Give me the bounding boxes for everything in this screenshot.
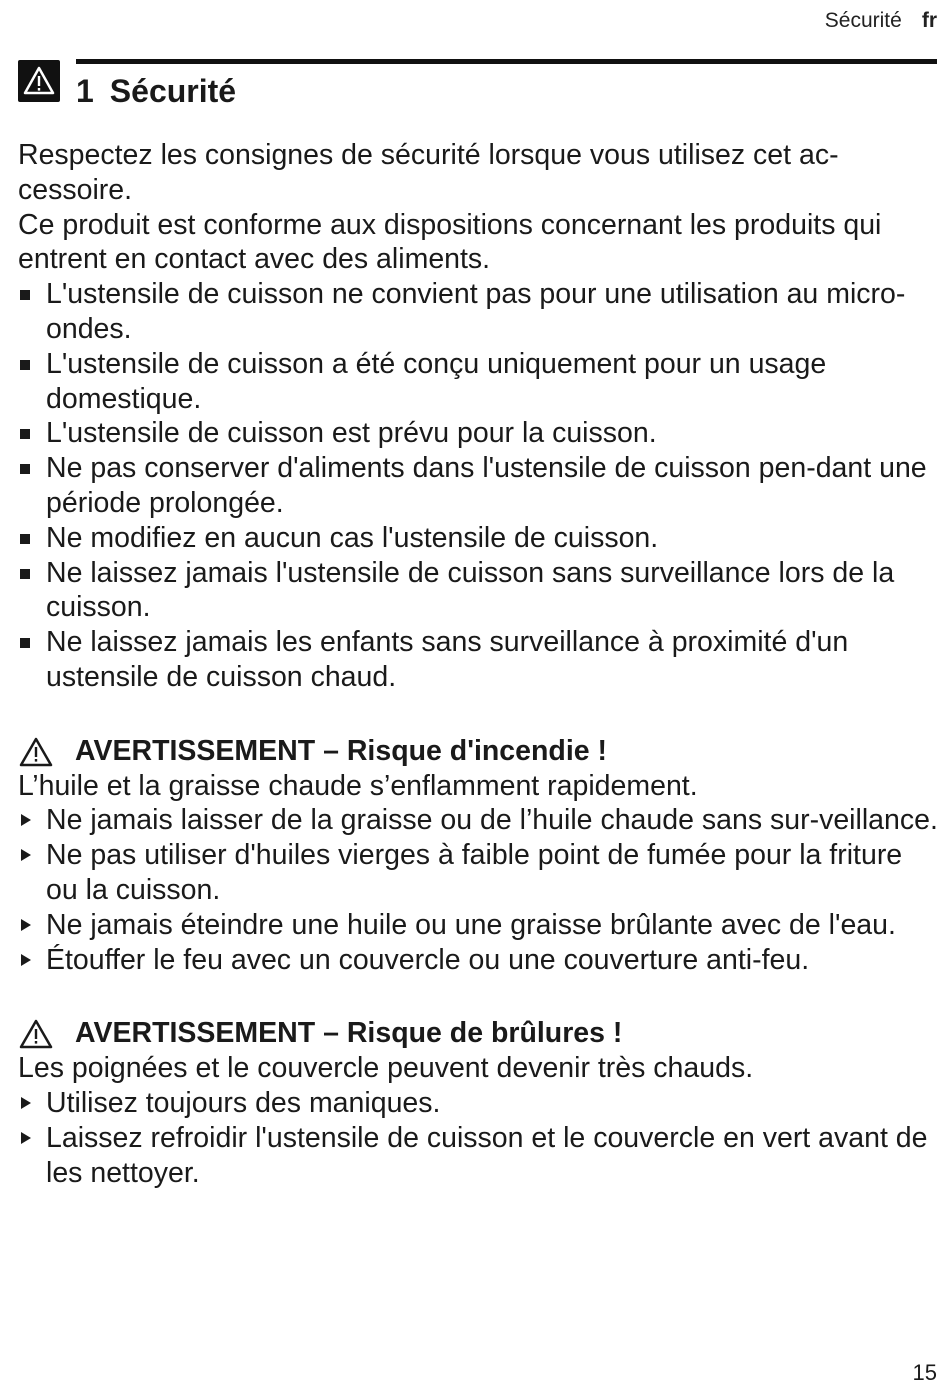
list-item [18,625,938,695]
list-item [18,908,938,943]
burn-warning-block [18,1016,938,1190]
chapter-title: Sécurité [109,73,237,109]
list-item-text: Ne modifiez en aucun cas l'ustensile de cuisson. [46,521,659,554]
square-bullet-icon [20,464,30,474]
warning-triangle-icon [18,1018,54,1050]
warning-text: L’huile et la graisse chaude s’enflamment rapidement. [18,769,698,802]
warning-title: AVERTISSEMENT – Risque d'incendie ! [75,734,607,767]
arrow-bullet-icon [21,814,31,826]
page-title [76,73,236,110]
list-item [18,277,938,347]
list-item-text: Ne pas conserver d'aliments dans l'ustensile de cuisson pen-​dant une période prolongée. [46,452,927,519]
square-bullet-icon [20,534,30,544]
arrow-bullet-icon [21,954,31,966]
list-item-text: Ne laissez jamais les enfants sans surveillance à proximité d'un ustensile de cuisson chaud. [46,626,849,693]
square-bullet-icon [20,569,30,579]
chapter-number: 1 [76,73,94,109]
list-item-text: Ne jamais laisser de la graisse ou de l’huile chaude sans sur-​veillance. [46,804,938,837]
list-item [18,943,938,978]
list-item-text: L'ustensile de cuisson est prévu pour la cuisson. [46,417,657,450]
intro-paragraph: Respectez les consignes de sécurité lorsque vous utilisez cet ac-​cessoire. [18,139,839,206]
square-bullet-icon [20,429,30,439]
safety-warning-icon [18,60,60,102]
list-item-text: Laissez refroidir l'ustensile de cuisson et le couvercle en vert avant de les nettoyer. [46,1121,928,1189]
list-item [18,521,938,556]
list-item [18,1086,938,1121]
square-bullet-icon [20,638,30,648]
warning-triangle-icon [18,736,54,768]
arrow-bullet-icon [21,919,31,931]
list-item-text: Ne laissez jamais l'ustensile de cuisson sans surveillance lors de la cuisson. [46,556,895,624]
title-rule [76,59,937,64]
square-bullet-icon [20,290,30,300]
list-item-text: L'ustensile de cuisson a été conçu uniquement pour un usage domestique. [46,347,827,415]
list-item [18,556,938,626]
header-section: Sécurité [824,9,902,32]
warning-title: AVERTISSEMENT – Risque de brûlures ! [75,1017,623,1050]
list-item [18,416,938,451]
arrow-bullet-icon [21,849,31,861]
list-item [18,1121,938,1191]
square-bullet-icon [20,360,30,370]
warning-heading [18,1016,938,1051]
safety-content [18,138,938,1190]
list-item-text: L'ustensile de cuisson ne convient pas pour une utilisation au micro-ondes. [46,278,906,345]
running-header [825,9,937,33]
list-item-text: Étouffer le feu avec un couvercle ou une couverture anti-feu. [46,943,810,976]
list-item-text: Ne jamais éteindre une huile ou une graisse brûlante avec de l'eau. [46,908,896,941]
list-item [18,451,938,521]
list-item [18,347,938,417]
list-item-text: Utilisez toujours des maniques. [46,1086,441,1119]
list-item-text: Ne pas utiliser d'huiles vierges à faible point de fumée pour la friture ou la cuisson. [46,839,903,906]
list-item [18,803,938,838]
arrow-bullet-icon [21,1097,31,1109]
safety-bullet-list [18,277,938,695]
warning-text: Les poignées et le couvercle peuvent devenir très chauds. [18,1052,754,1085]
arrow-bullet-icon [21,1132,31,1144]
fire-warning-block [18,734,938,978]
page-number: 15 [912,1360,937,1385]
header-language: fr [921,9,937,32]
warning-heading [18,734,938,769]
intro-paragraph: Ce produit est conforme aux dispositions concernant les produits qui entrent en contact avec des aliments. [18,208,882,276]
list-item [18,838,938,908]
